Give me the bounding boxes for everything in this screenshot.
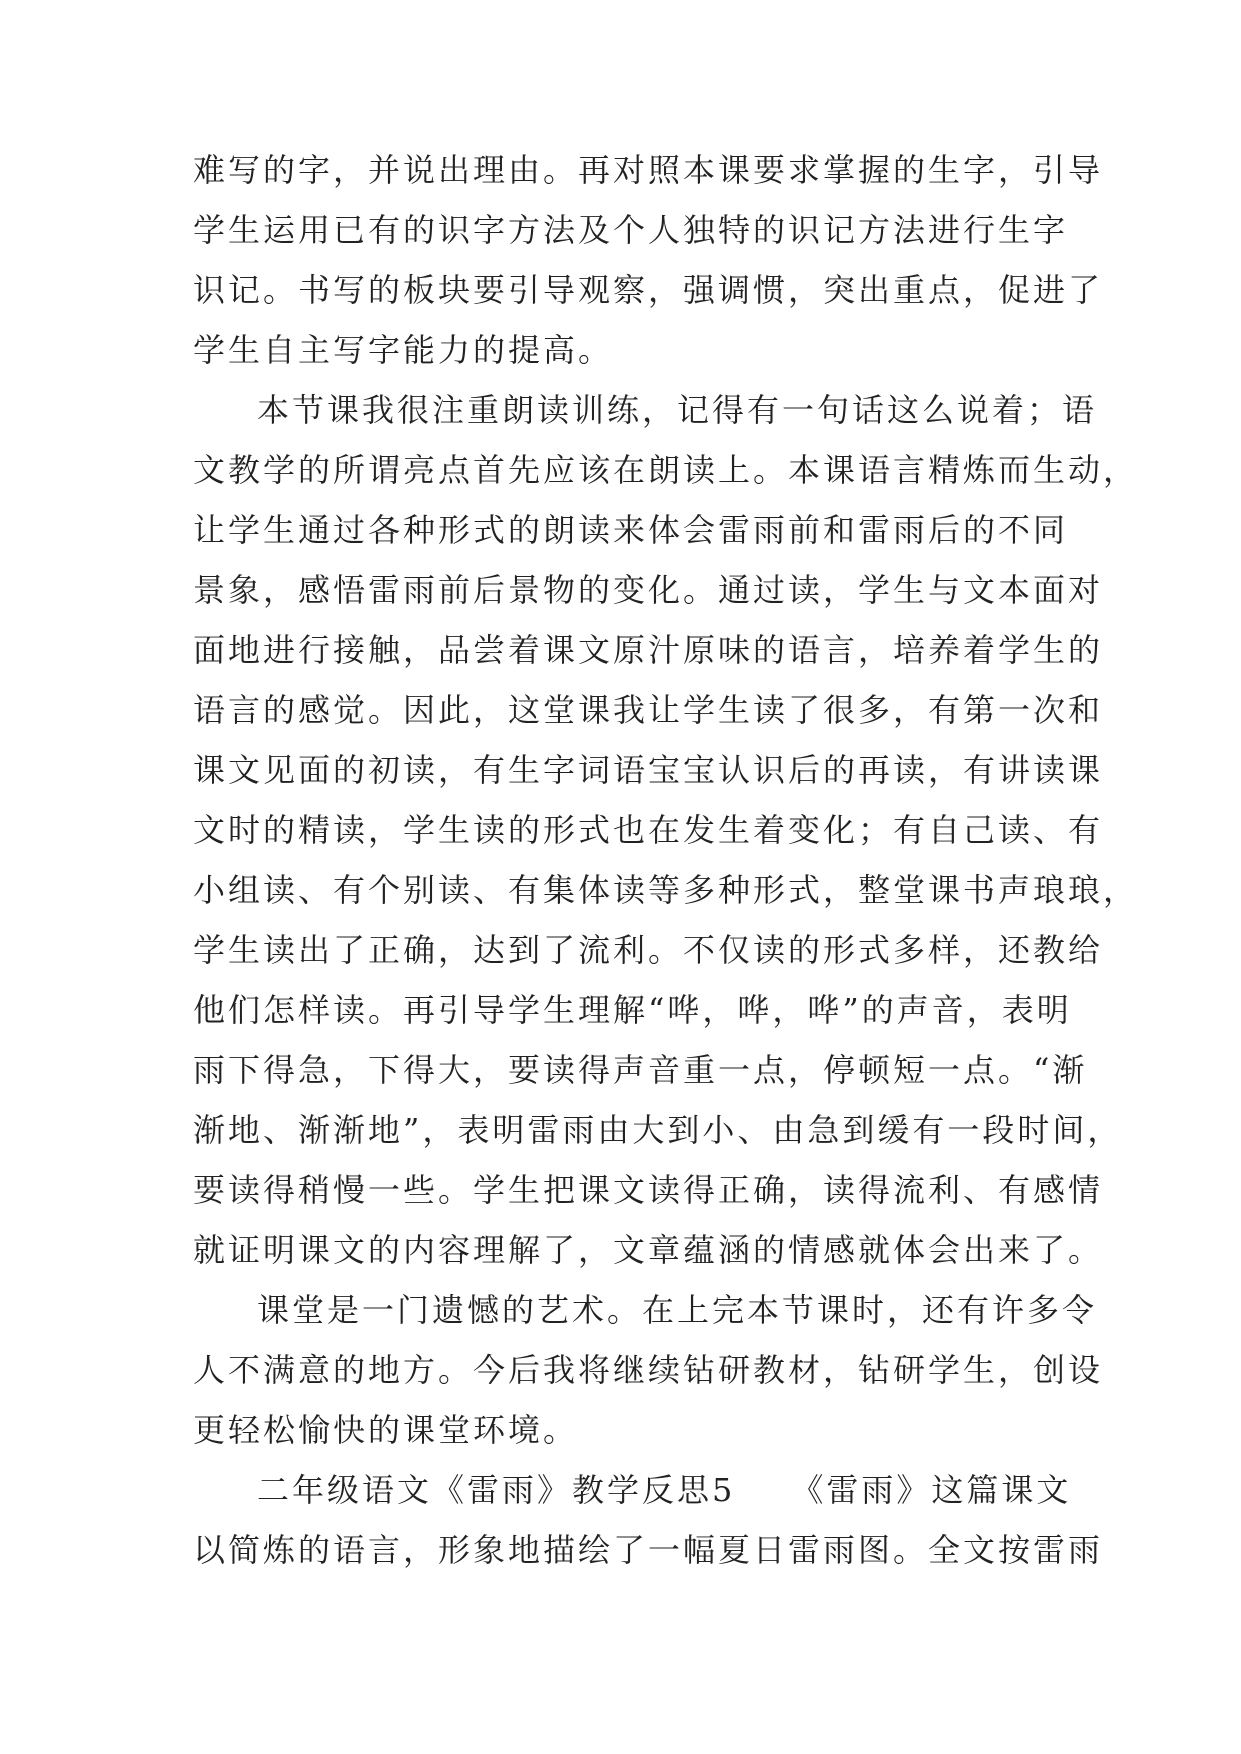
text-line: 以简炼的语言，形象地描绘了一幅夏日雷雨图。全文按雷雨 [193, 1531, 1104, 1569]
text-line: 课堂是一门遗憾的艺术。在上完本节课时，还有许多令 [257, 1291, 1098, 1329]
paragraph [193, 380, 1139, 1280]
text-line: 他们怎样读。再引导学生理解“哗，哗，哗”的声音，表明 [193, 991, 1072, 1029]
text-line: 雨下得急，下得大，要读得声音重一点，停顿短一点。“渐 [193, 1051, 1088, 1089]
text-line: 让学生通过各种形式的朗读来体会雷雨前和雷雨后的不同 [193, 511, 1069, 549]
text-line: 小组读、有个别读、有集体读等多种形式，整堂课书声琅琅， [193, 871, 1139, 909]
section-title: 二年级语文《雷雨》教学反思5 [257, 1471, 736, 1509]
paragraph [193, 1280, 1104, 1460]
text-line: 景象，感悟雷雨前后景物的变化。通过读，学生与文本面对 [193, 571, 1104, 609]
text-line: 难写的字，并说出理由。再对照本课要求掌握的生字，引导 [193, 151, 1104, 189]
paragraph [193, 1460, 1104, 1580]
text-line: 文教学的所谓亮点首先应该在朗读上。本课语言精炼而生动， [193, 451, 1139, 489]
text-line: 本节课我很注重朗读训练，记得有一句话这么说着；语 [257, 391, 1098, 429]
text-line: 面地进行接触，品尝着课文原汁原味的语言，培养着学生的 [193, 631, 1104, 669]
text-line: 更轻松愉快的课堂环境。 [193, 1411, 579, 1449]
text-line: 识记。书写的板块要引导观察，强调惯，突出重点，促进了 [193, 271, 1104, 309]
text-line: 文时的精读，学生读的形式也在发生着变化；有自己读、有 [193, 811, 1104, 849]
text-line: 学生自主写字能力的提高。 [193, 331, 614, 369]
text-line: 就证明课文的内容理解了，文章蕴涵的情感就体会出来了。 [193, 1231, 1104, 1269]
text-line: 人不满意的地方。今后我将继续钻研教材，钻研学生，创设 [193, 1351, 1104, 1389]
text-line: 语言的感觉。因此，这堂课我让学生读了很多，有第一次和 [193, 691, 1104, 729]
text-line: 学生读出了正确，达到了流利。不仅读的形式多样，还教给 [193, 931, 1104, 969]
text-line: 课文见面的初读，有生字词语宝宝认识后的再读，有讲读课 [193, 751, 1104, 789]
text-line: 要读得稍慢一些。学生把课文读得正确，读得流利、有感情 [193, 1171, 1104, 1209]
text-line: 学生运用已有的识字方法及个人独特的识记方法进行生字 [193, 211, 1069, 249]
paragraph [193, 140, 1104, 380]
section-text: 《雷雨》这篇课文 [791, 1471, 1072, 1509]
heading-line [193, 1460, 1072, 1520]
document-page [193, 140, 1139, 1580]
text-line: 渐地、渐渐地”，表明雷雨由大到小、由急到缓有一段时间， [193, 1111, 1123, 1149]
